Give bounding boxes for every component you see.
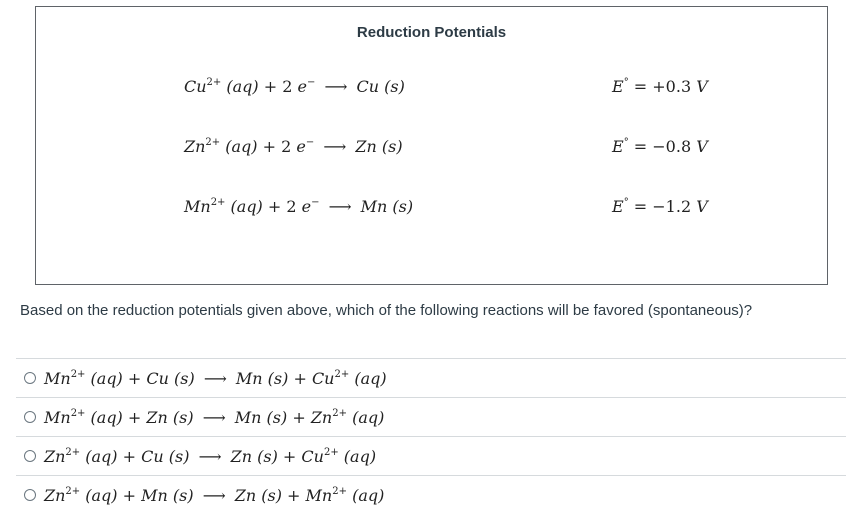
aq-state: (aq)	[85, 485, 118, 505]
plus-sign: +	[122, 446, 137, 466]
arrow-icon: ⟶	[203, 368, 227, 388]
solid-state: (s)	[172, 407, 194, 427]
reactant-metal: Mn	[141, 485, 168, 505]
electron-count: + 2	[267, 197, 297, 216]
solid-state: (s)	[168, 446, 190, 466]
plus-sign: +	[122, 485, 137, 505]
answer-options	[16, 358, 846, 514]
product-symbol: Zn	[355, 137, 377, 156]
answer-option-2[interactable]	[16, 397, 846, 436]
reduction-potentials-table	[35, 6, 828, 285]
solid-state: (s)	[266, 407, 288, 427]
product-metal: Zn	[234, 485, 257, 505]
aq-state: (aq)	[225, 137, 258, 156]
arrow-icon: ⟶	[202, 485, 226, 505]
product-metal: Zn	[230, 446, 253, 466]
solid-state: (s)	[172, 485, 194, 505]
electron-charge: −	[306, 77, 316, 88]
solid-state: (s)	[174, 368, 195, 388]
equals-sign: =	[628, 137, 653, 156]
degree-symbol: °	[623, 197, 629, 208]
product-metal: Mn	[234, 407, 262, 427]
question-text: Based on the reduction potentials given above, which of the following reactions will be favored (spontaneous)?	[20, 302, 753, 319]
electron-count: + 2	[263, 77, 293, 96]
ion-symbol: Cu	[184, 77, 207, 96]
electron-charge: −	[311, 197, 320, 208]
aq-state: (aq)	[343, 446, 377, 466]
electron-symbol: e	[297, 77, 307, 96]
potential-value: +0.3	[652, 77, 692, 96]
ion-charge: 2+	[206, 77, 222, 88]
ion-charge: 2+	[70, 407, 86, 419]
plus-sign: +	[287, 485, 301, 505]
aq-state: (aq)	[354, 368, 387, 388]
solid-state: (s)	[384, 77, 405, 96]
potential-zn	[612, 137, 708, 156]
solid-state: (s)	[381, 137, 403, 156]
ion-charge: 2+	[332, 407, 347, 419]
e-symbol: E	[612, 197, 624, 216]
reactant-ion: Mn	[44, 407, 71, 427]
radio-button[interactable]	[24, 450, 36, 462]
solid-state: (s)	[257, 446, 278, 466]
radio-button[interactable]	[24, 489, 36, 501]
e-symbol: E	[612, 77, 624, 96]
product-metal: Mn	[235, 368, 263, 388]
ion-charge: 2+	[65, 485, 81, 497]
plus-sign: +	[282, 446, 297, 466]
ion-charge: 2+	[65, 446, 81, 458]
electron-symbol: e	[296, 137, 306, 156]
ion-charge: 2+	[323, 446, 339, 458]
ion-symbol: Mn	[184, 197, 211, 216]
half-reaction-cu	[184, 77, 405, 96]
arrow-icon: ⟶	[328, 197, 352, 216]
product-symbol: Mn	[360, 197, 388, 216]
aq-state: (aq)	[90, 407, 123, 427]
answer-option-1[interactable]	[16, 358, 846, 397]
product-ion: Cu	[301, 446, 324, 466]
answer-option-3[interactable]	[16, 436, 846, 475]
arrow-icon: ⟶	[324, 77, 348, 96]
product-ion: Cu	[311, 368, 335, 388]
arrow-icon: ⟶	[198, 446, 222, 466]
electron-charge: −	[305, 137, 315, 148]
arrow-icon: ⟶	[202, 407, 226, 427]
solid-state: (s)	[261, 485, 282, 505]
half-reaction-mn	[184, 197, 413, 216]
half-reaction-zn	[184, 137, 403, 156]
unit-symbol: V	[696, 137, 708, 156]
ion-charge: 2+	[332, 485, 347, 497]
potential-cu	[612, 77, 708, 96]
ion-symbol: Zn	[184, 137, 206, 156]
potential-value: −0.8	[652, 137, 692, 156]
ion-charge: 2+	[210, 197, 226, 208]
radio-button[interactable]	[24, 372, 36, 384]
option-equation	[44, 408, 384, 427]
radio-button[interactable]	[24, 411, 36, 423]
plus-sign: +	[293, 368, 307, 388]
solid-state: (s)	[392, 197, 414, 216]
product-symbol: Cu	[356, 77, 380, 96]
plus-sign: +	[127, 407, 142, 427]
unit-symbol: V	[696, 197, 708, 216]
equals-sign: =	[628, 197, 653, 216]
aq-state: (aq)	[230, 197, 263, 216]
aq-state: (aq)	[352, 407, 385, 427]
option-equation	[44, 369, 387, 388]
degree-symbol: °	[623, 137, 629, 148]
plus-sign: +	[292, 407, 306, 427]
equals-sign: =	[628, 77, 653, 96]
aq-state: (aq)	[352, 485, 385, 505]
solid-state: (s)	[267, 368, 289, 388]
degree-symbol: °	[623, 77, 629, 88]
potential-value: −1.2	[652, 197, 692, 216]
reactant-ion: Mn	[44, 368, 71, 388]
product-ion: Mn	[305, 485, 333, 505]
arrow-icon: ⟶	[323, 137, 347, 156]
e-symbol: E	[612, 137, 624, 156]
product-ion: Zn	[310, 407, 333, 427]
reactant-ion: Zn	[44, 485, 66, 505]
reactant-ion: Zn	[44, 446, 66, 466]
reactant-metal: Cu	[141, 446, 164, 466]
potential-mn	[612, 197, 708, 216]
option-equation	[44, 486, 384, 505]
reactant-metal: Zn	[146, 407, 168, 427]
plus-sign: +	[127, 368, 142, 388]
ion-charge: 2+	[70, 368, 86, 380]
unit-symbol: V	[696, 77, 708, 96]
reactant-metal: Cu	[146, 368, 169, 388]
aq-state: (aq)	[226, 77, 259, 96]
aq-state: (aq)	[90, 368, 123, 388]
aq-state: (aq)	[85, 446, 118, 466]
ion-charge: 2+	[205, 137, 221, 148]
answer-option-4[interactable]	[16, 475, 846, 514]
table-title: Reduction Potentials	[356, 24, 507, 41]
ion-charge: 2+	[334, 368, 350, 380]
electron-count: + 2	[262, 137, 292, 156]
electron-symbol: e	[301, 197, 312, 216]
option-equation	[44, 447, 376, 466]
